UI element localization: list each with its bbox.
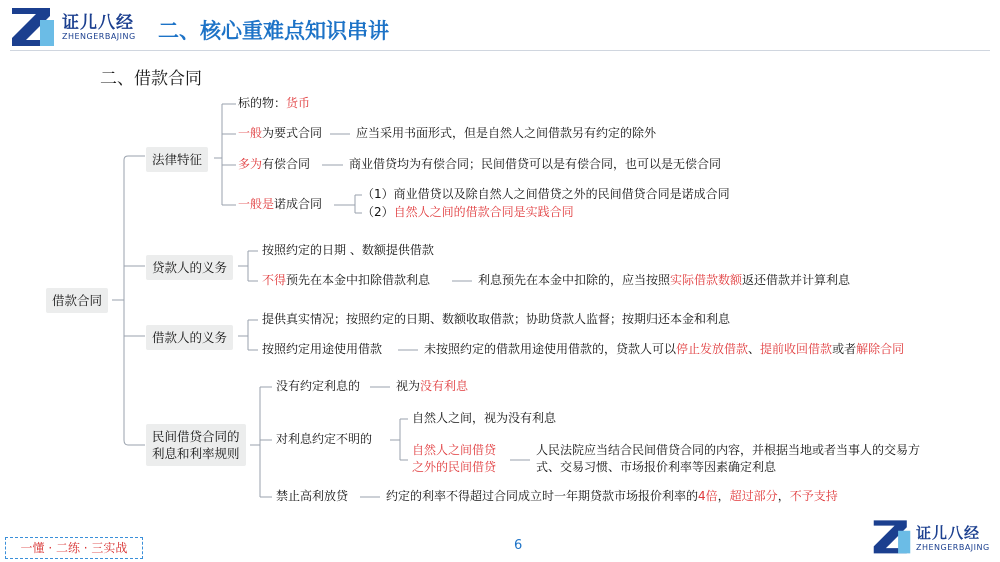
node-borrower-duties: 借款人的义务: [146, 325, 233, 350]
other-lending-line1: 自然人之间借贷: [412, 443, 497, 457]
section-title: 二、借款合同: [100, 69, 202, 89]
footer-brand-name: 证儿八经: [916, 524, 981, 542]
formal-text: 为要式合同: [262, 126, 323, 140]
other-lending-note-line1: 人民法院应当结合民间借贷合同的内容，并根据当地或者当事人的交易方: [536, 443, 921, 457]
no-deduct-text: 预先在本金中扣除借款利息: [286, 273, 431, 287]
usury-sep2: ，: [777, 489, 790, 503]
usury-hl-4x: 4倍: [698, 489, 718, 503]
footer-logo-icon: [872, 518, 912, 554]
page-number: 6: [514, 538, 523, 553]
purpose-hl-terminate: 解除合同: [856, 342, 905, 356]
note2-highlight: 自然人之间的借款合同是实践合同: [393, 205, 574, 219]
other-lending-line2: 之外的民间借贷: [412, 460, 497, 474]
brand-logo: [10, 6, 56, 50]
no-agree-note-a: 视为: [396, 379, 421, 393]
borrower-item-purpose: 按照约定用途使用借款: [262, 342, 383, 356]
unclear-sub-other-lending: [412, 442, 496, 476]
private-item-no-agreement-note: [396, 378, 468, 395]
private-item-unclear: 对利息约定不明的: [276, 432, 373, 446]
footer-badge: 一懂 · 二练 · 三实战: [5, 537, 143, 559]
legal-item-formal-note: 应当采用书面形式，但是自然人之间借款另有约定的除外: [356, 126, 657, 140]
root-node: 借款合同: [46, 288, 108, 313]
unclear-sub-natural-persons: 自然人之间，视为没有利息: [412, 411, 557, 425]
consensual-text: 诺成合同: [274, 197, 323, 211]
legal-item-consensual-note2: [362, 204, 574, 221]
private-label-line2: 利息和利率规则: [152, 446, 240, 461]
lender-item-no-deduct: [262, 272, 430, 289]
node-legal-features: 法律特征: [146, 147, 208, 172]
usury-note-a: 约定的利率不得超过合同成立时一年期贷款市场报价利率的: [386, 489, 699, 503]
note2-prefix: （2）: [362, 205, 394, 219]
lender-item-no-deduct-note: [478, 272, 850, 289]
no-deduct-highlight: 不得: [262, 273, 287, 287]
paid-text: 有偿合同: [262, 157, 311, 171]
node-lender-duties: 贷款人的义务: [146, 255, 233, 280]
usury-hl-excess: 超过部分: [729, 489, 778, 503]
consensual-highlight: 一般是: [238, 197, 275, 211]
borrower-item-cooperate: 提供真实情况；按照约定的日期、数额收取借款；协助贷款人监督；按期归还本金和利息: [262, 312, 731, 326]
brand-name: 证儿八经: [62, 13, 134, 33]
brand-en: ZHENGERBAJING: [62, 32, 136, 41]
no-deduct-note-b: 返还借款并计算利息: [742, 273, 851, 287]
legal-item-formal: [238, 125, 322, 142]
legal-item-consensual: [238, 196, 322, 213]
purpose-hl-stop: 停止发放借款: [676, 342, 749, 356]
legal-item-paid-note: 商业借贷均为有偿合同；民间借贷可以是有偿合同，也可以是无偿合同: [349, 157, 722, 171]
legal-item-consensual-note1: （1）商业借贷以及除自然人之间借贷之外的民间借贷合同是诺成合同: [362, 187, 730, 201]
unclear-sub-other-lending-note: [536, 442, 920, 476]
purpose-sep2: 或者: [832, 342, 857, 356]
other-lending-note-line2: 式、交易习惯、市场报价利率等因素确定利息: [536, 460, 777, 474]
legal-item-paid: [238, 156, 310, 173]
private-item-no-agreement: 没有约定利息的: [276, 379, 361, 393]
usury-hl-unsupported: 不予支持: [789, 489, 838, 503]
logo-icon: [10, 6, 56, 46]
node-private-lending: [146, 424, 246, 466]
lender-item-provide: 按照约定的日期 、数额提供借款: [262, 243, 434, 257]
usury-sep: ，: [717, 489, 730, 503]
borrower-item-purpose-note: [424, 341, 904, 358]
header-divider: [10, 50, 990, 51]
legal-item-subject: [238, 95, 310, 112]
no-deduct-note-a: 利息预先在本金中扣除的，应当按照: [478, 273, 671, 287]
private-item-usury-note: [386, 488, 838, 505]
private-item-usury: 禁止高利放贷: [276, 489, 349, 503]
no-agree-note-highlight: 没有利息: [420, 379, 469, 393]
purpose-hl-recall: 提前收回借款: [760, 342, 833, 356]
footer-logo: [872, 518, 912, 558]
header-title: 二、核心重难点知识串讲: [158, 19, 389, 43]
purpose-note-a: 未按照约定的借款用途使用借款的，贷款人可以: [424, 342, 677, 356]
private-label-line1: 民间借贷合同的: [152, 429, 240, 444]
purpose-sep1: 、: [748, 342, 761, 356]
footer-brand-en: ZHENGERBAJING: [916, 543, 990, 552]
subject-prefix: 标的物：: [238, 96, 287, 110]
paid-highlight: 多为: [238, 157, 263, 171]
no-deduct-note-highlight: 实际借款数额: [670, 273, 743, 287]
subject-highlight: 货币: [286, 96, 311, 110]
formal-highlight: 一般: [238, 126, 263, 140]
